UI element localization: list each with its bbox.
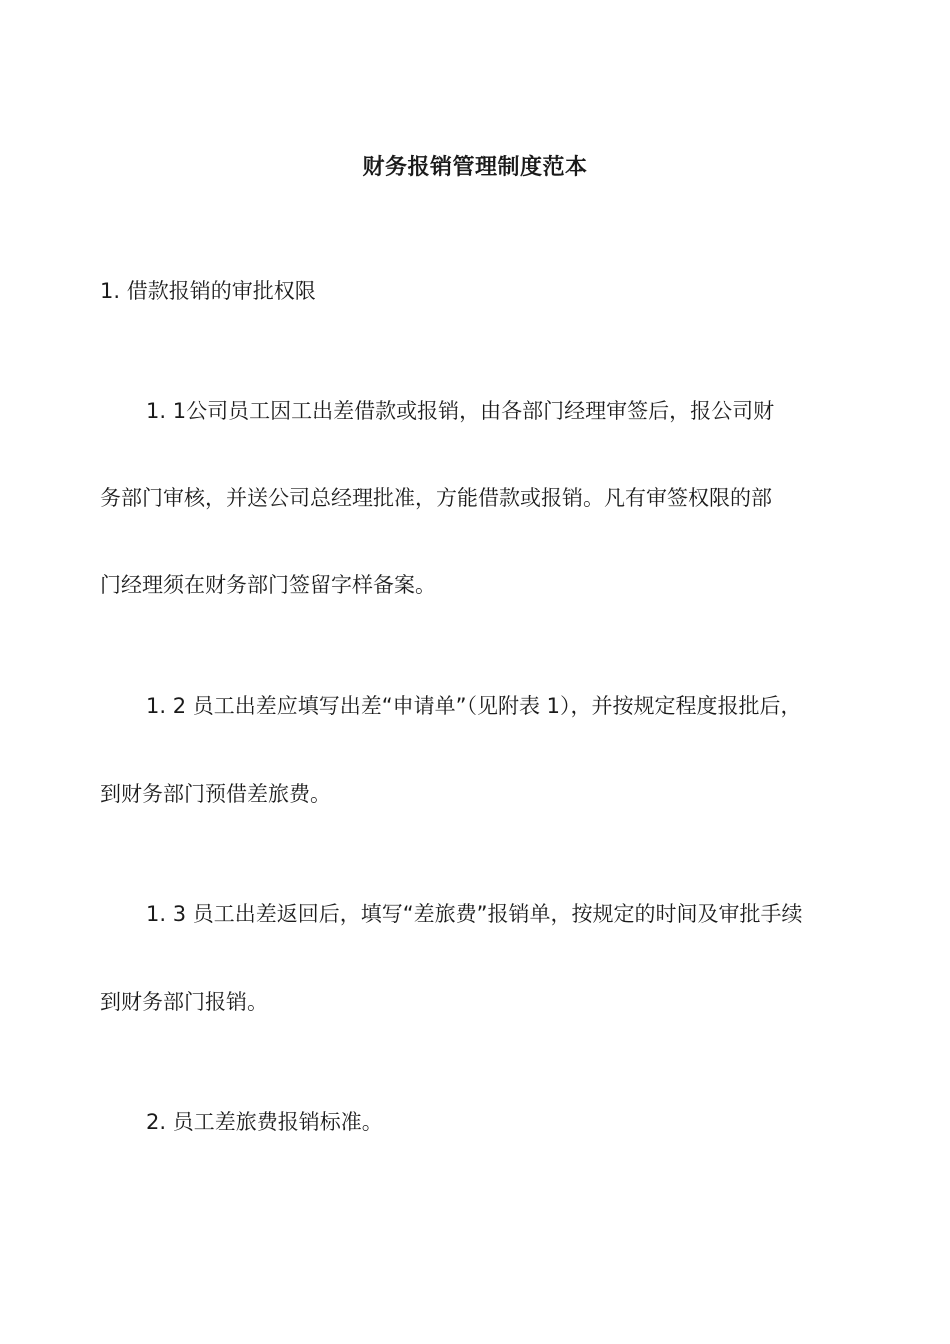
paragraph-1-3-line-2: 到财务部门报销。 — [100, 990, 268, 1014]
paragraph-1-1-line-2: 务部门审核，并送公司总经理批准，方能借款或报销。凡有审签权限的部 — [100, 486, 772, 510]
section-heading-2: 2. 员工差旅费报销标准。 — [146, 1110, 383, 1134]
document-title: 财务报销管理制度范本 — [362, 155, 588, 180]
section-heading-1: 1. 借款报销的审批权限 — [100, 279, 316, 303]
paragraph-1-2-line-1: 1. 2 员工出差应填写出差“申请单”（见附表 1），并按规定程度报批后， — [146, 694, 802, 718]
paragraph-1-3-line-1: 1. 3 员工出差返回后，填写“差旅费”报销单，按规定的时间及审批手续 — [146, 902, 803, 926]
paragraph-1-2-line-2: 到财务部门预借差旅费。 — [100, 782, 331, 806]
paragraph-1-1-line-1: 1. 1公司员工因工出差借款或报销，由各部门经理审签后，报公司财 — [146, 399, 775, 423]
paragraph-1-1-line-3: 门经理须在财务部门签留字样备案。 — [100, 573, 436, 597]
